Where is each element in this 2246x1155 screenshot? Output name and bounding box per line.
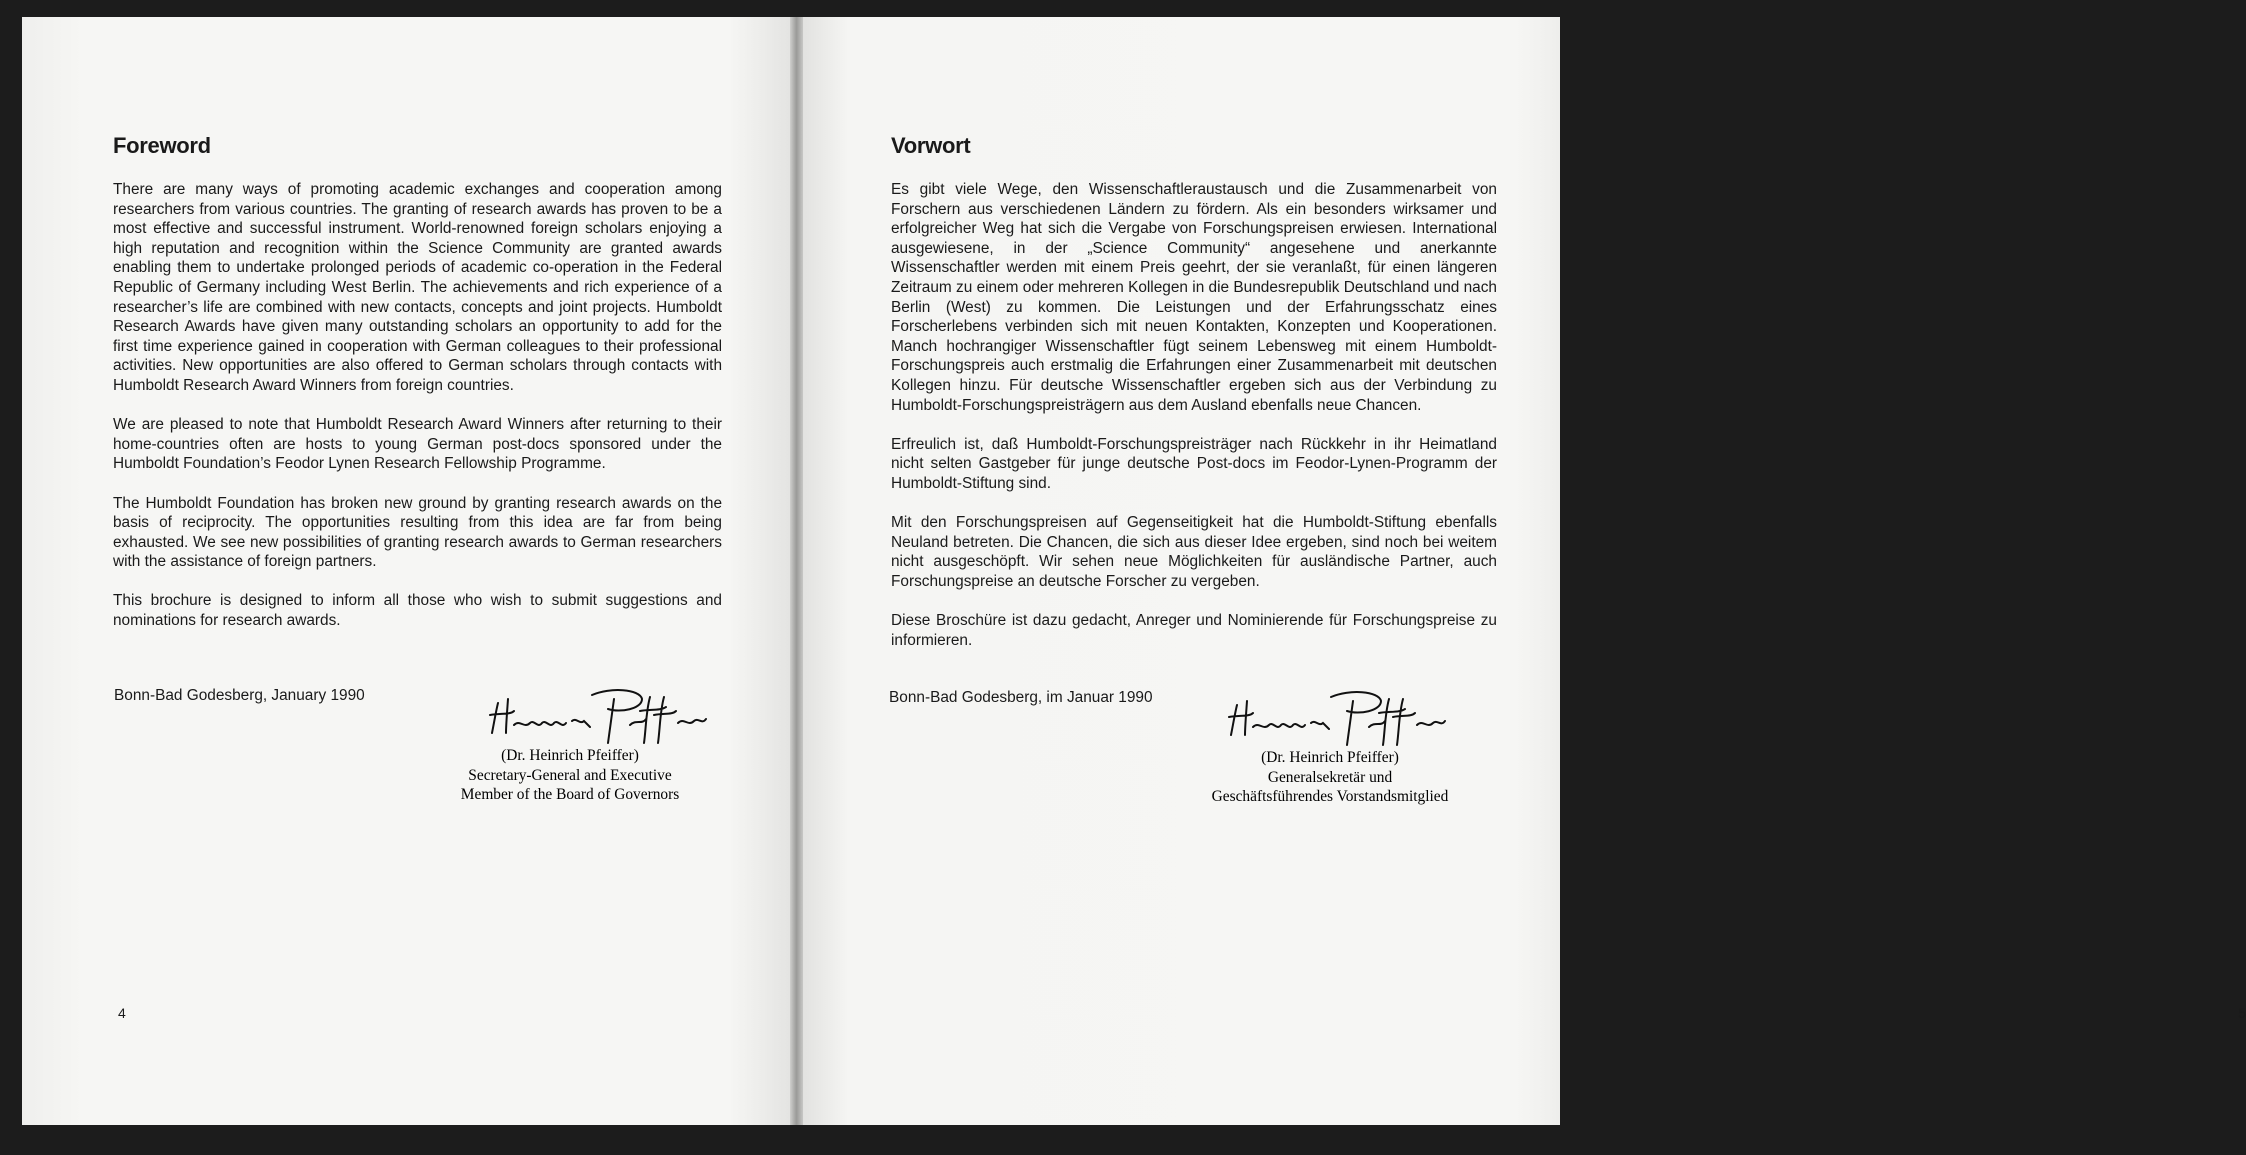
signatory-title: Secretary-General and Executive [468, 766, 672, 784]
page-heading: Vorwort [891, 133, 971, 158]
place-date: Bonn-Bad Godesberg, January 1990 [114, 687, 365, 704]
left-page [22, 17, 790, 1125]
signatory-title: Generalsekretär und [1267, 768, 1393, 786]
handwritten-signature [480, 685, 720, 747]
paragraph: There are many ways of promoting academic exchanges and cooperation among researchers from various countries. The granting of research awards has proven to be a most effective and successful instrument. World-renowned foreign scholars enjoying a high reputation and recognition within the Science Community are granted awards enabling them to undertake prolonged periods of academic co-operation in the Federal Republic of Germany including West Berlin. The achievements and rich experience of a researcher’s life are combined with new contacts, concepts and joint projects. Humboldt Research Awards have given many outstanding scholars an opportunity to add for the first time experience gained in cooperation with German colleagues to their professional activities. New opportunities are also offered to German scholars through contacts with Humboldt Research Award Winners from foreign countries. [113, 181, 722, 394]
right-page [803, 17, 2246, 1125]
signatory-title: Geschäftsführendes Vorstandsmitglied [1211, 788, 1449, 806]
signatory-block [1170, 748, 1490, 807]
paragraph: Es gibt viele Wege, den Wissenschaftleraustausch und die Zusammenarbeit von Forschern aus verschiedenen Ländern zu fördern. Als ein besonders wirksamer und erfolgreicher Weg hat sich die Vergabe von Forschungspreisen erwiesen. International ausgewiesene, in der „Science Community“ angesehene und anerkannte Wissenschaftler werden mit einem Preis geehrt, der sie veranlaßt, für einen längeren Zeitraum zu einem oder mehreren Kollegen in die Bundesrepublik Deutschland und nach Berlin (West) zu kommen. Die Leistungen und der Erfahrungsschatz eines Forscherlebens verbinden sich mit neuen Kontakten, Konzepten und Kooperationen. Manch hochrangiger Wissenschaftler fügt seinem Lebensweg mit einem Humboldt-Forschungspreis auch erstmalig die Erfahrungen einer Zusammenarbeit mit deutschen Kollegen hinzu. Für deutsche Wissenschaftler ergeben sich aus der Verbindung zu Humboldt-Forschungspreisträgern aus dem Ausland ebenfalls neue Chancen. [891, 181, 1497, 414]
signatory-block [420, 746, 720, 805]
paragraph: We are pleased to note that Humboldt Research Award Winners after returning to their home-countries often are hosts to young German post-docs sponsored under the Humboldt Foundation’s Feodor Lynen Research Fellowship Programme. [113, 416, 722, 473]
paragraph: This brochure is designed to inform all those who wish to submit suggestions and nominations for research awards. [113, 592, 722, 630]
book-gutter [790, 17, 803, 1125]
page-heading: Foreword [113, 133, 211, 158]
signatory-title: Member of the Board of Governors [460, 786, 680, 804]
paragraph: Diese Broschüre ist dazu gedacht, Anreger und Nominierende für Forschungspreise zu informieren. [891, 612, 1497, 649]
place-date: Bonn-Bad Godesberg, im Januar 1990 [889, 689, 1153, 706]
paragraph: Mit den Forschungspreisen auf Gegenseitigkeit hat die Humboldt-Stiftung ebenfalls Neuland betreten. Die Chancen, die sich aus dieser Idee ergeben, sind noch bei weitem nicht ausgeschöpft. Wir sehen neue Möglichkeiten für ausländische Partner, auch Forschungspreise an deutsche Forscher zu vergeben. [891, 514, 1497, 590]
body-text [113, 180, 722, 650]
paragraph: The Humboldt Foundation has broken new ground by granting research awards on the basis of reciprocity. The opportunities resulting from this idea are far from being exhausted. We see new possibilities of granting research awards to German researchers with the assistance of foreign partners. [113, 494, 722, 571]
signatory-name: (Dr. Heinrich Pfeiffer) [501, 747, 639, 764]
page-number: 5 [2238, 1005, 2246, 1021]
book-spread [22, 17, 2246, 1125]
signatory-name: (Dr. Heinrich Pfeiffer) [1261, 749, 1399, 766]
body-text [891, 180, 1497, 670]
handwritten-signature [1219, 687, 1459, 749]
paragraph: Erfreulich ist, daß Humboldt-Forschungspreisträger nach Rückkehr in ihr Heimatland nicht selten Gastgeber für junge deutsche Post-docs im Feodor-Lynen-Programm der Humboldt-Stiftung sind. [891, 435, 1497, 492]
page-number: 4 [118, 1005, 126, 1021]
